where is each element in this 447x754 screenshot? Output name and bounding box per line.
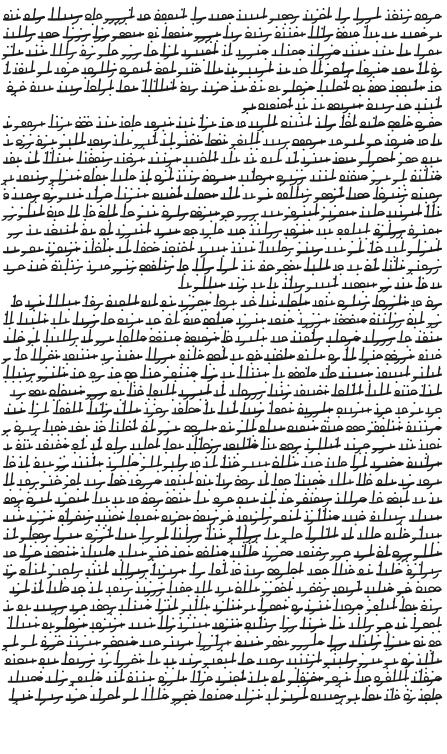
text-line [12, 294, 441, 312]
text-line [2, 419, 441, 437]
text-line [4, 26, 441, 44]
paragraph-3 [2, 294, 441, 706]
text-line [179, 276, 441, 294]
text-line [7, 79, 441, 97]
text-line [2, 347, 441, 365]
text-line [4, 133, 441, 151]
paragraph-1 [2, 7, 441, 114]
text-line [4, 526, 441, 544]
text-line [242, 97, 441, 115]
text-line [4, 437, 441, 455]
text-line [5, 651, 441, 669]
text-line [4, 365, 441, 383]
text-line [4, 151, 441, 169]
text-line [5, 329, 441, 347]
text-line [9, 669, 441, 687]
text-line [2, 43, 441, 61]
text-line [4, 544, 441, 562]
text-line [5, 401, 441, 419]
text-line [8, 616, 442, 634]
text-line [2, 204, 441, 222]
text-line [4, 186, 441, 203]
text-line [4, 114, 441, 132]
text-line [10, 687, 441, 705]
paragraph-2 [1, 114, 441, 293]
text-line [4, 598, 441, 616]
text-line [4, 61, 441, 79]
text-line [4, 508, 441, 526]
text-line [10, 580, 441, 598]
text-line [1, 168, 441, 186]
text-line [4, 311, 441, 329]
text-line [4, 562, 441, 580]
text-line [4, 240, 441, 258]
text-line [2, 634, 441, 652]
text-line [7, 222, 441, 240]
text-line [4, 473, 441, 491]
text-line [4, 491, 441, 509]
text-line [4, 455, 441, 473]
text-line [4, 258, 441, 276]
text-line [4, 7, 441, 25]
text-line [11, 383, 442, 401]
